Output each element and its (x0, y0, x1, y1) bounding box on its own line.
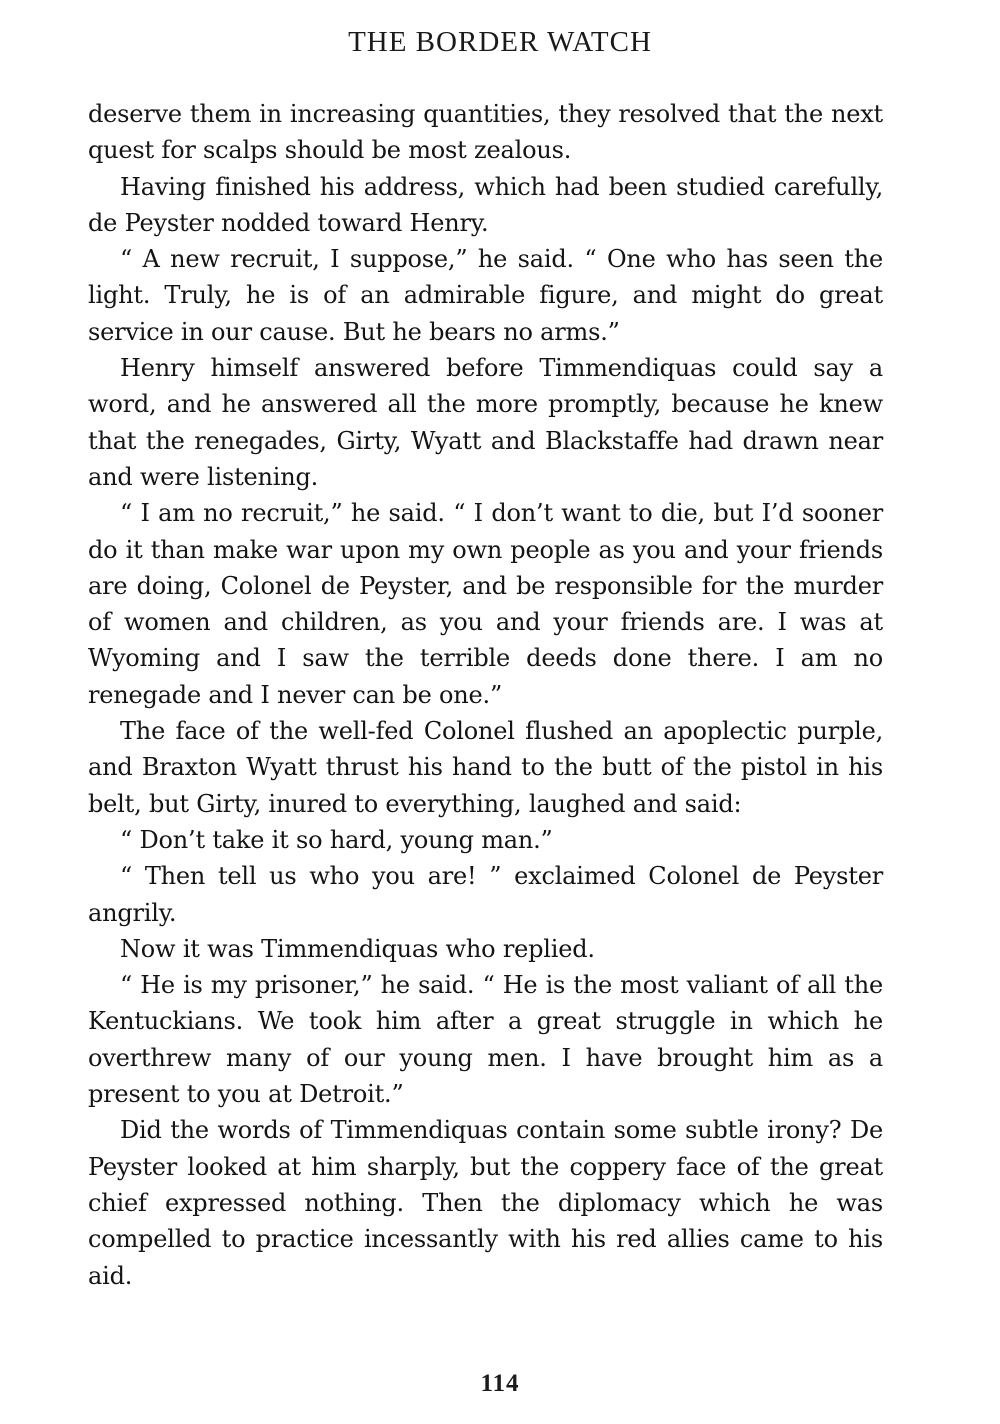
paragraph: Did the words of Timmendiquas contain some subtle irony? De Peyster looked at him sharply, but the coppery face of the great chief expressed nothing. Then the diplomacy which he was compelled to practice incessantly with his red allies came to his aid. (88, 1116, 883, 1290)
body-text (88, 96, 883, 1294)
paragraph: The face of the well-fed Colonel flushed an apoplectic purple, and Braxton Wyatt thrust his hand to the butt of the pistol in his belt, but Girty, inured to everything, laughed and said: (88, 717, 883, 818)
paragraph: “ Don’t take it so hard, young man.” (120, 825, 553, 854)
paragraph: “ I am no recruit,” he said. “ I don’t want to die, but I’d sooner do it than make war upon my own people as you and your friends are doing, Colonel de Peyster, and be responsible for the murder of women and children, as you and your friends are. I was at Wyoming and I saw the terrible deeds done there. I am no renegade and I never can be one.” (88, 499, 883, 709)
paragraph: Now it was Timmendiquas who replied. (120, 934, 595, 963)
paragraph: Having finished his address, which had been studied carefully, de Peyster nodded toward Henry. (88, 172, 883, 237)
paragraph: “ Then tell us who you are! ” exclaimed Colonel de Peyster angrily. (88, 862, 883, 927)
paragraph-continued: deserve them in increasing quantities, they resolved that the next quest for scalps should be most zealous. (88, 100, 883, 165)
paragraph: Henry himself answered before Timmendiquas could say a word, and he answered all the more promptly, because he knew that the renegades, Girty, Wyatt and Blackstaffe had drawn near and were listening. (88, 354, 883, 491)
running-head-title: THE BORDER WATCH (348, 26, 652, 58)
paragraph: “ A new recruit, I suppose,” he said. “ One who has seen the light. Truly, he is of an admirable figure, and might do great service in our cause. But he bears no arms.” (88, 245, 883, 346)
page-number: 114 (480, 1370, 520, 1397)
paragraph: “ He is my prisoner,” he said. “ He is the most valiant of all the Kentuckians. We took him after a great struggle in which he overthrew many of our young men. I have brought him as a present to you at Detroit.” (88, 971, 883, 1109)
